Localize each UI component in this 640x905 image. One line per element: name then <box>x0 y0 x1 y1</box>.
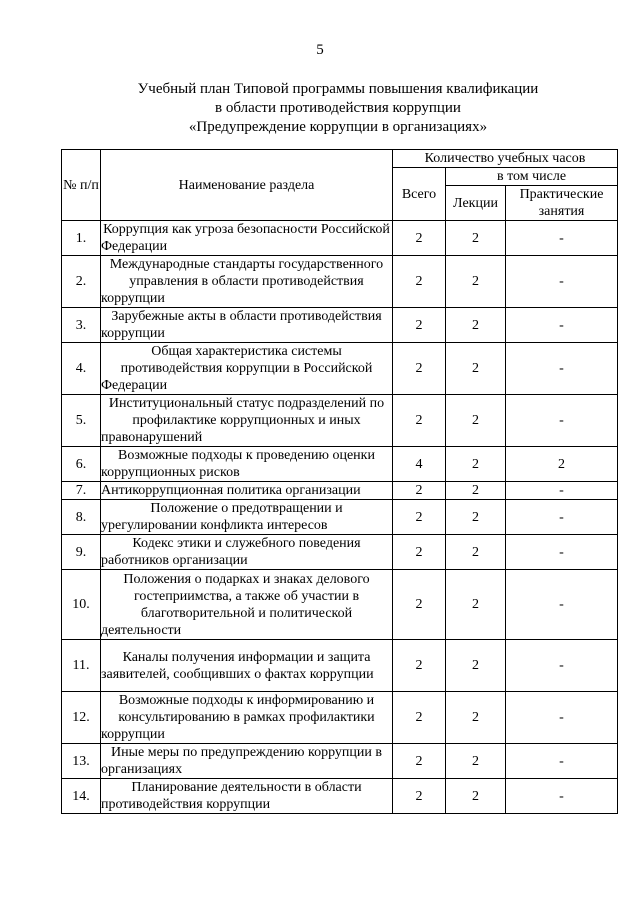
row-section-name: Институциональный статус подразделений по профилактике коррупционных и иных правонарушений <box>101 395 393 447</box>
row-section-name: Международные стандарты государственного управления в области противодействия коррупции <box>101 256 393 308</box>
row-number: 1. <box>62 221 101 256</box>
row-number: 13. <box>62 744 101 779</box>
title-line-2: в области противодействия коррупции <box>215 100 461 116</box>
row-number: 8. <box>62 500 101 535</box>
row-lecture-hours: 2 <box>446 535 506 570</box>
table-row <box>62 343 618 395</box>
header-practice: Практические занятия <box>506 186 618 221</box>
row-lecture-hours: 2 <box>446 308 506 343</box>
table-row <box>62 779 618 814</box>
row-section-name: Положения о подарках и знаках делового гостеприимства, а также об участии в благотворительной и политической деятельности <box>101 570 393 640</box>
row-section-name: Коррупция как угроза безопасности Российской Федерации <box>101 221 393 256</box>
row-section-name: Положение о предотвращении и урегулировании конфликта интересов <box>101 500 393 535</box>
row-number: 14. <box>62 779 101 814</box>
row-total-hours: 2 <box>393 744 446 779</box>
row-total-hours: 2 <box>393 535 446 570</box>
row-total-hours: 2 <box>393 308 446 343</box>
curriculum-table <box>61 149 618 814</box>
row-number: 7. <box>62 482 101 500</box>
table-body <box>62 221 618 814</box>
row-number: 3. <box>62 308 101 343</box>
row-section-name: Каналы получения информации и защита заявителей, сообщивших о фактах коррупции <box>101 640 393 692</box>
row-practice-hours: - <box>506 570 618 640</box>
row-number: 9. <box>62 535 101 570</box>
row-practice-hours: - <box>506 482 618 500</box>
table-row <box>62 447 618 482</box>
row-lecture-hours: 2 <box>446 256 506 308</box>
table-row <box>62 535 618 570</box>
row-total-hours: 2 <box>393 500 446 535</box>
row-practice-hours: - <box>506 640 618 692</box>
row-lecture-hours: 2 <box>446 482 506 500</box>
row-total-hours: 2 <box>393 221 446 256</box>
row-lecture-hours: 2 <box>446 640 506 692</box>
header-total: Всего <box>393 168 446 221</box>
row-total-hours: 4 <box>393 447 446 482</box>
row-lecture-hours: 2 <box>446 343 506 395</box>
row-practice-hours: - <box>506 500 618 535</box>
row-practice-hours: - <box>506 256 618 308</box>
row-section-name: Антикоррупционная политика организации <box>101 482 393 500</box>
row-practice-hours: - <box>506 535 618 570</box>
row-lecture-hours: 2 <box>446 744 506 779</box>
row-number: 12. <box>62 692 101 744</box>
row-practice-hours: - <box>506 343 618 395</box>
row-lecture-hours: 2 <box>446 395 506 447</box>
row-total-hours: 2 <box>393 779 446 814</box>
row-lecture-hours: 2 <box>446 692 506 744</box>
row-lecture-hours: 2 <box>446 221 506 256</box>
row-practice-hours: - <box>506 395 618 447</box>
header-name: Наименование раздела <box>101 150 393 221</box>
row-section-name: Зарубежные акты в области противодействия коррупции <box>101 308 393 343</box>
table-row <box>62 308 618 343</box>
row-practice-hours: - <box>506 221 618 256</box>
table-row <box>62 500 618 535</box>
row-practice-hours: 2 <box>506 447 618 482</box>
row-total-hours: 2 <box>393 395 446 447</box>
table-row <box>62 640 618 692</box>
header-hours: Количество учебных часов <box>393 150 618 168</box>
row-number: 10. <box>62 570 101 640</box>
row-total-hours: 2 <box>393 692 446 744</box>
row-section-name: Общая характеристика системы противодействия коррупции в Российской Федерации <box>101 343 393 395</box>
table-row <box>62 744 618 779</box>
row-total-hours: 2 <box>393 570 446 640</box>
row-lecture-hours: 2 <box>446 500 506 535</box>
row-practice-hours: - <box>506 308 618 343</box>
table-row <box>62 256 618 308</box>
header-lectures: Лекции <box>446 186 506 221</box>
table-row <box>62 570 618 640</box>
document-title <box>0 80 640 137</box>
row-section-name: Планирование деятельности в области противодействия коррупции <box>101 779 393 814</box>
row-practice-hours: - <box>506 779 618 814</box>
row-number: 4. <box>62 343 101 395</box>
table-row <box>62 482 618 500</box>
table-row <box>62 692 618 744</box>
row-total-hours: 2 <box>393 343 446 395</box>
row-section-name: Иные меры по предупреждению коррупции в организациях <box>101 744 393 779</box>
row-section-name: Возможные подходы к информированию и консультированию в рамках профилактики коррупции <box>101 692 393 744</box>
row-total-hours: 2 <box>393 482 446 500</box>
row-number: 2. <box>62 256 101 308</box>
row-lecture-hours: 2 <box>446 779 506 814</box>
row-section-name: Возможные подходы к проведению оценки коррупционных рисков <box>101 447 393 482</box>
title-line-1: Учебный план Типовой программы повышения квалификации <box>137 81 539 97</box>
row-section-name: Кодекс этики и служебного поведения работников организации <box>101 535 393 570</box>
row-lecture-hours: 2 <box>446 447 506 482</box>
row-practice-hours: - <box>506 744 618 779</box>
row-total-hours: 2 <box>393 256 446 308</box>
row-lecture-hours: 2 <box>446 570 506 640</box>
row-practice-hours: - <box>506 692 618 744</box>
row-number: 5. <box>62 395 101 447</box>
row-number: 11. <box>62 640 101 692</box>
table-row <box>62 221 618 256</box>
header-including: в том числе <box>446 168 618 186</box>
page-number: 5 <box>316 42 324 58</box>
row-number: 6. <box>62 447 101 482</box>
row-total-hours: 2 <box>393 640 446 692</box>
title-line-3: «Предупреждение коррупции в организациях» <box>188 119 488 135</box>
header-num: № п/п <box>62 150 101 221</box>
table-row <box>62 395 618 447</box>
